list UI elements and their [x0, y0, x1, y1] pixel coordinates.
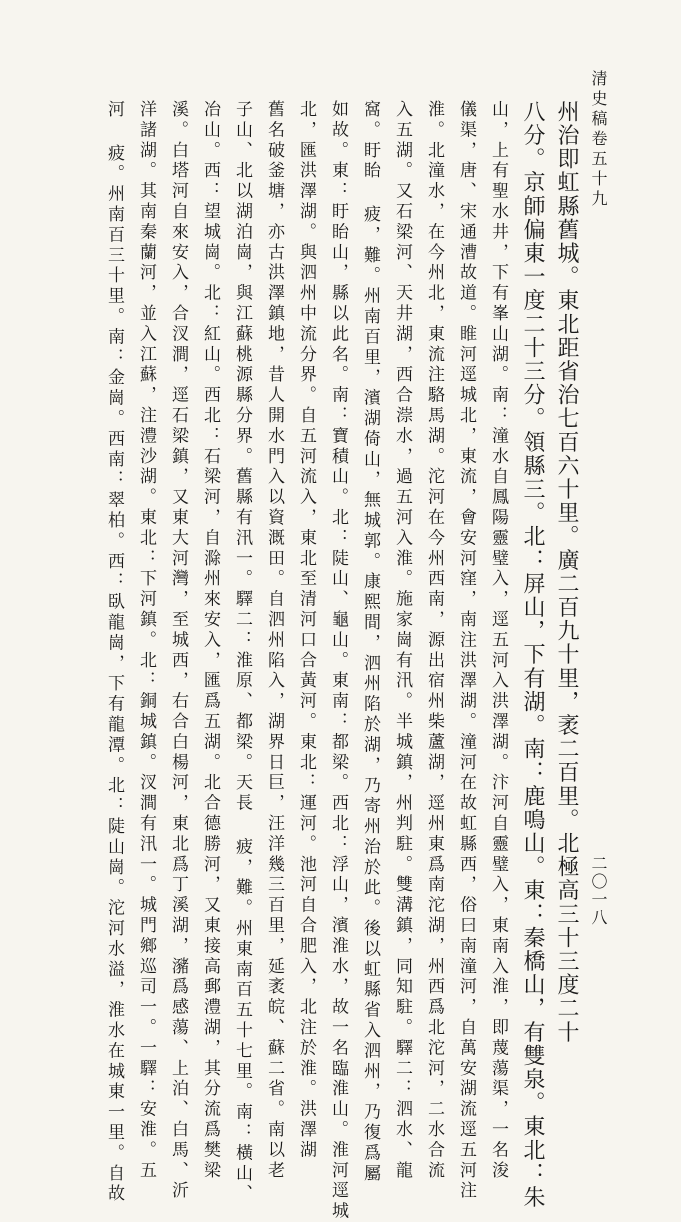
text-column-5: 淮。北潼水，在今州北，東流注駱馬湖。沱河在今州西南，源出宿州柴蘆湖，逕州東爲南沱湖，州西爲北沱河，二水合流 — [424, 100, 444, 1182]
text-column-12: 冶山。西：望城崗。北：紅山。西北：石梁河，自滁州來安入，匯爲五湖。北合德勝河，又東接高郵澧湖，其分流爲樊梁 — [200, 100, 220, 1182]
text-column-14: 洋諸湖。其南秦蘭河，並入江蘇，注澧沙湖。東北：下河鎮。北：銅城鎮。汊澗有汛一。城門鄉巡司一。一驛：安淮。五 — [136, 100, 156, 1182]
text-column-8: 如故。東：盱眙山，縣以此名。南：寶積山。北：陡山、龜山。東南：都梁。西北：浮山，濱淮水，故一名臨淮山。淮河逕城 — [328, 100, 348, 1222]
text-column-2: 八分。京師偏東一度二十三分。領縣三。北：屏山，下有湖。南：鹿鳴山。東：秦橋山，有雙泉。東北：朱 — [520, 100, 545, 1210]
running-header-title: 清史稿卷五十九 — [589, 70, 608, 210]
text-column-1: 州治即虹縣舊城。東北距省治七百六十里。廣二百九十里，袤二百里。北極高三十三度二十 — [554, 100, 579, 1044]
text-column-3: 山，上有聖水井，下有峯山湖。南：潼水自鳳陽靈璧入，逕五河入洪澤湖。汴河自靈璧入，東南入淮，即蔑蕩渠，一名浚 — [488, 100, 508, 1182]
text-column-15: 河 疲。州南百三十里。南：金崗。西南：翠柏。西：臥龍崗，下有龍潭。北：陡山崗。沱河水溢，淮水在城東一里。自故 — [104, 100, 124, 1205]
text-column-10: 舊名破釜塘，亦古洪澤鎮地，昔人開水門入以資溉田。自泗州陷入，湖界日巨，汪洋幾三百里，延袤皖、蘇二省。南以老 — [264, 100, 284, 1182]
text-column-4: 儀渠，唐、宋通漕故道。睢河逕城北，東流，會安河窪，南注洪澤湖。潼河在故虹縣西，俗曰南潼河，自萬安湖流逕五河注 — [456, 100, 476, 1202]
text-column-13: 溪。白塔河自來安入，合汊澗，逕石梁鎮，又東大河灣，至城西，右合白楊河，東北爲丁溪湖，瀦爲感蕩、上泊、白馬、沂 — [168, 100, 188, 1202]
text-column-6: 入五湖。又石梁河、天井湖，西合漴水，過五河入淮。施家崗有汛。半城鎮，州判駐。雙溝鎮，同知駐。驛二：泗水、龍 — [392, 100, 412, 1182]
text-column-7: 窩。盱眙 疲，難。州南百里，濱湖倚山，無城郭。康熙間，泗州陷於湖，乃寄州治於此。後以虹縣省入泗州，乃復爲屬 — [360, 100, 380, 1185]
text-column-11: 子山、北以湖泊崗，與江蘇桃源縣分界。舊縣有汛一。驛二：淮原、都梁。天長 疲，難。州東南百五十七里。南：橫山、 — [232, 100, 252, 1205]
page-number: 二〇一八 — [589, 855, 608, 927]
text-column-9: 北，匯洪澤湖。與泗州中流分界。自五河流入，東北至清河口合黃河。東北：運河。池河自合肥入，北注於淮。洪澤湖 — [296, 100, 316, 1161]
